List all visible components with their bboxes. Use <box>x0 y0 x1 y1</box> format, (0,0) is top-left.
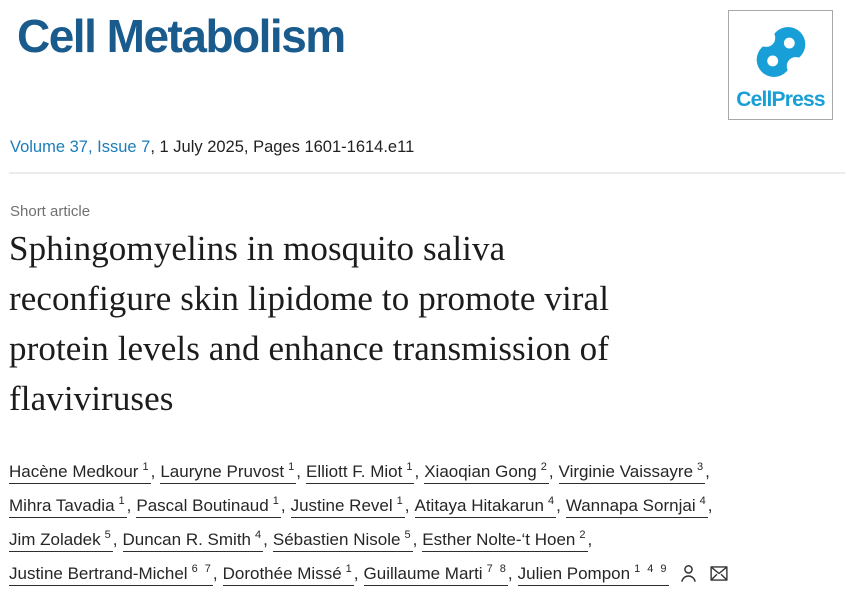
section-divider <box>9 172 845 174</box>
author-affiliation-sup: 1 <box>118 495 127 508</box>
author-separator: , <box>412 530 418 549</box>
author-link[interactable]: Mihra Tavadia $^1$ <box>9 496 127 518</box>
author-separator: , <box>212 564 218 583</box>
author-link[interactable]: Julien Pompon $^{1 4 9}$ <box>518 564 669 586</box>
author-separator: , <box>353 564 359 583</box>
cellpress-logo[interactable] <box>728 10 833 120</box>
author-separator: , <box>556 496 561 515</box>
author-affiliation-sup: 1 <box>272 495 281 508</box>
author-line <box>9 455 845 489</box>
author-separator: , <box>587 530 593 549</box>
envelope-icon[interactable] <box>708 563 730 584</box>
author-affiliation-sup: 4 <box>255 529 264 542</box>
author-separator: , <box>112 530 118 549</box>
author-affiliation-sup: 1 <box>288 461 297 474</box>
author-link[interactable]: Hacène Medkour $^1$ <box>9 462 151 484</box>
author-link[interactable]: Duncan R. Smith $^4$ <box>123 530 264 552</box>
author-affiliation-sup: 5 <box>404 529 413 542</box>
article-type-label: Short article <box>10 203 91 220</box>
citation-date-pages: , 1 July 2025, Pages 1601-1614.e11 <box>150 138 415 156</box>
author-line <box>9 523 845 557</box>
author-link[interactable]: Xiaoqian Gong $^2$ <box>424 462 549 484</box>
author-separator: , <box>507 564 513 583</box>
author-link[interactable]: Pascal Boutinaud $^1$ <box>136 496 280 518</box>
author-separator: , <box>414 462 420 481</box>
author-affiliation-sup: 4 <box>699 495 708 508</box>
author-link[interactable]: Wannapa Sornjai $^4$ <box>566 496 708 518</box>
author-link[interactable]: Lauryne Pruvost $^1$ <box>160 462 296 484</box>
author-affiliation-sup: 6 7 <box>191 563 213 576</box>
author-affiliation-sup: 1 4 9 <box>634 563 669 576</box>
author-separator: , <box>404 496 410 515</box>
author-separator: , <box>707 496 713 515</box>
author-link[interactable]: Virginie Vaissayre $^3$ <box>559 462 706 484</box>
citation-line <box>10 138 414 157</box>
author-affiliation-sup: 7 8 <box>486 563 508 576</box>
cellpress-swoosh-icon <box>749 17 813 87</box>
author-link[interactable]: Atitaya Hitakarun $^4$ <box>415 496 557 518</box>
author-link[interactable]: Guillaume Marti $^{7 8}$ <box>364 564 508 586</box>
author-separator: , <box>296 462 301 481</box>
author-separator: , <box>280 496 286 515</box>
author-separator: , <box>150 462 156 481</box>
author-link[interactable]: Elliott F. Miot $^1$ <box>306 462 414 484</box>
author-line <box>9 489 845 523</box>
author-separator: , <box>705 462 710 481</box>
author-line <box>9 557 845 591</box>
author-affiliation-sup: 1 <box>396 495 405 508</box>
article-title <box>9 224 845 424</box>
title-line: flaviviruses <box>9 379 174 418</box>
author-link[interactable]: Dorothée Missé $^1$ <box>223 564 354 586</box>
author-affiliation-sup: 4 <box>547 495 557 508</box>
person-icon[interactable] <box>678 563 699 584</box>
author-affiliation-sup: 3 <box>697 461 706 474</box>
author-separator: , <box>548 462 554 481</box>
cellpress-wordmark: CellPress <box>736 88 825 111</box>
journal-title-link[interactable]: Cell Metabolism <box>17 10 345 62</box>
author-link[interactable]: Jim Zoladek $^5$ <box>9 530 113 552</box>
author-affiliation-sup: 2 <box>579 529 588 542</box>
title-line: Sphingomyelins in mosquito saliva <box>9 229 506 268</box>
author-list <box>9 455 845 591</box>
author-affiliation-sup: 5 <box>104 529 113 542</box>
author-link[interactable]: Esther Nolte-‘t Hoen $^2$ <box>422 530 587 552</box>
author-affiliation-sup: 2 <box>540 461 549 474</box>
author-separator: , <box>263 530 268 549</box>
author-affiliation-sup: 1 <box>345 563 354 576</box>
volume-issue-link[interactable]: Volume 37, Issue 7 <box>10 138 151 156</box>
title-line: reconfigure skin lipidome to promote viral <box>9 279 610 318</box>
author-affiliation-sup: 1 <box>142 461 151 474</box>
author-separator: , <box>126 496 132 515</box>
author-link[interactable]: Justine Bertrand-Michel $^{6 7}$ <box>9 564 213 586</box>
author-affiliation-sup: 1 <box>406 461 415 474</box>
author-link[interactable]: Sébastien Nisole $^5$ <box>273 530 413 552</box>
title-line: protein levels and enhance transmission of <box>9 329 610 368</box>
author-link[interactable]: Justine Revel $^1$ <box>291 496 405 518</box>
